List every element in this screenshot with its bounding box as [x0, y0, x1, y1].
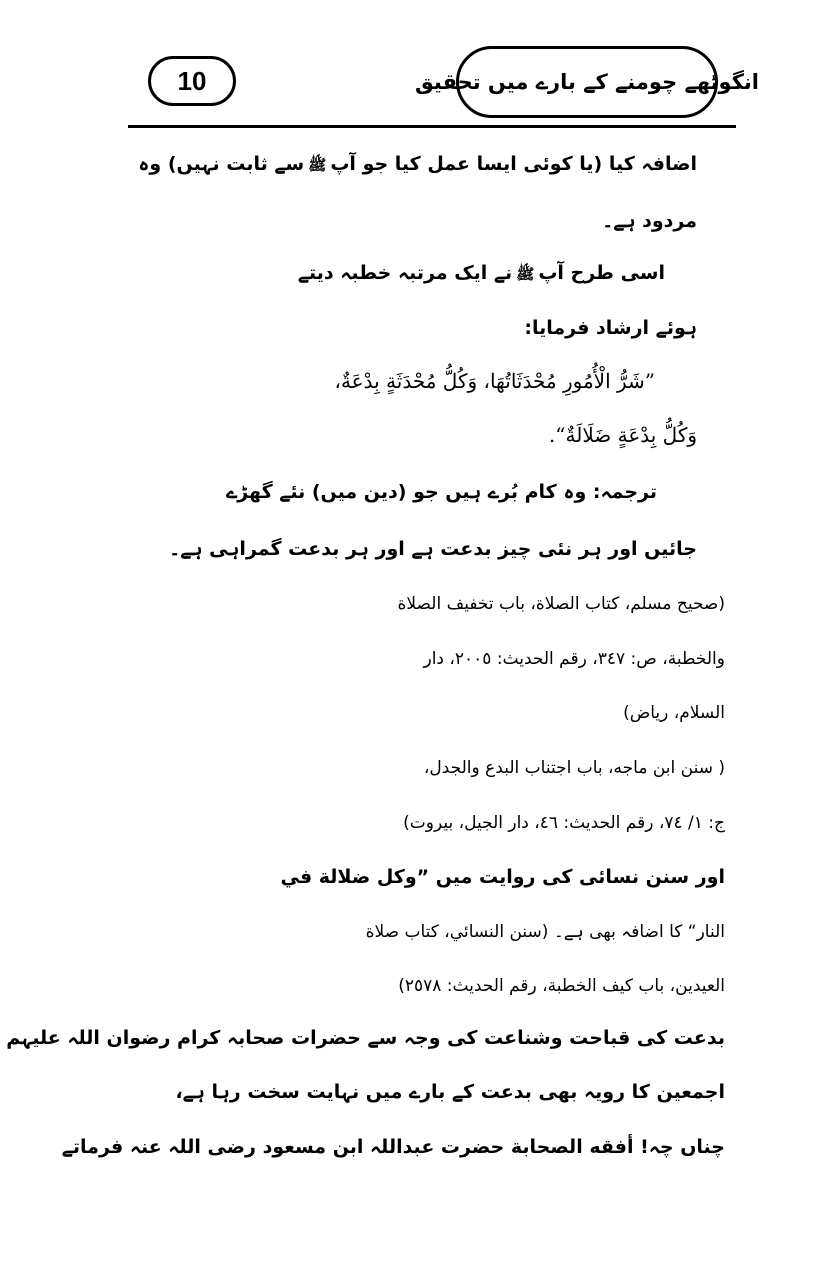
text-line-17: بدعت کی قباحت وشناعت کی وجہ سے حضرات صحابہ کرام رضوان اللہ علیہم — [6, 1027, 725, 1049]
hadith-arabic-line-1: ”شَرُّ الْأُمُورِ مُحْدَثَاتُهَا، وَكُلُّ مُحْدَثَةٍ بِدْعَةٌ، — [334, 369, 655, 393]
text-line-18: اجمعین کا رویہ بھی بدعت کے بارے میں نہایت سخت رہا ہے، — [175, 1081, 725, 1103]
nasai-line-3: العيدين، باب كيف الخطبة، رقم الحديث: ٢٥٧٨) — [398, 976, 725, 996]
translation-line-2: جائیں اور ہر نئی چیز بدعت ہے اور ہر بدعت گمراہی ہے۔ — [169, 538, 697, 560]
text-line-2: مردود ہے۔ — [602, 210, 697, 232]
reference-muslim-line-3: السلام، رياض) — [623, 703, 725, 723]
reference-ibn-majah-line-1: ( سنن ابن ماجه، باب اجتناب البدع والجدل، — [423, 758, 725, 778]
translation-line-1: ترجمہ: وہ کام بُرے ہیں جو (دین میں) نئے گھڑے — [226, 481, 657, 503]
hadith-arabic-line-2: وَكُلُّ بِدْعَةٍ ضَلَالَةٌ“. — [548, 423, 697, 447]
reference-ibn-majah-line-2: ج: ١/ ٧٤، رقم الحديث: ٤٦، دار الجيل، بيروت) — [403, 813, 725, 833]
text-line-19: چناں چہ! أفقه الصحابة حضرت عبداللہ ابن مسعود رضی اللہ عنہ فرماتے — [61, 1136, 725, 1158]
page-number: 10 — [148, 56, 236, 106]
reference-muslim-line-2: والخطبة، ص: ٣٤٧، رقم الحديث: ٢٠٠٥، دار — [423, 649, 725, 669]
reference-muslim-line-1: (صحيح مسلم، كتاب الصلاة، باب تخفيف الصلاة — [397, 594, 725, 614]
text-line-4: ہوئے ارشاد فرمایا: — [524, 317, 697, 339]
nasai-line-2: النار“ کا اضافہ بھی ہے۔ (سنن النسائي، كتاب صلاة — [365, 922, 725, 942]
text-line-1: اضافہ کیا (یا کوئی ایسا عمل کیا جو آپﷺسے ثابت نہیں) وہ — [138, 153, 697, 175]
book-title: انگوٹھے چومنے کے بارے میں تحقیق — [456, 46, 718, 118]
header-divider — [128, 125, 736, 128]
nasai-line-1: اور سنن نسائی کی روایت میں ”وكل ضلالة في — [280, 866, 725, 888]
text-line-3: اسی طرح آپﷺنے ایک مرتبہ خطبہ دیتے — [297, 262, 665, 284]
